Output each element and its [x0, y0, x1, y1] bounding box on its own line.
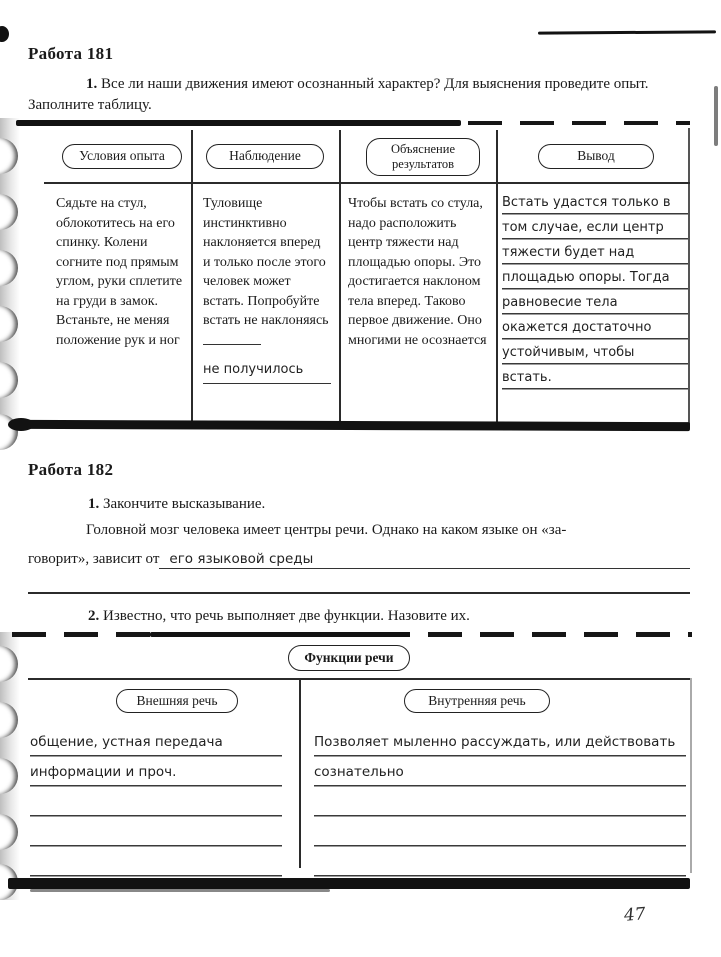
diagram-title-label: Функции речи [304, 649, 394, 665]
ruled-blank-line [28, 592, 690, 594]
scan-artifact [0, 26, 9, 42]
work-182-task-1 [88, 494, 265, 515]
task-text: Закончите высказывание. [103, 496, 266, 512]
conditions-text [56, 194, 184, 350]
page-number: 47 [623, 904, 647, 926]
task-number: 1. [88, 496, 100, 512]
diagram-right-border [690, 678, 692, 873]
diagram-center-divider [299, 678, 301, 868]
task-text: Все ли наши движения имеют осознанный характер? Для выяснения проведите опыт. Заполните таблицу. [28, 76, 649, 113]
diagram-title [288, 645, 410, 671]
explanation-paragraph: Чтобы встать со стула, надо расположить центр тяжести над площадью опоры. Это достигается наклоном тела вперед. Таково первое движение. Оно многими не осознается [348, 196, 487, 348]
work-182-task-2 [88, 606, 470, 627]
column-header-label: Объяснение результатов [390, 142, 455, 171]
internal-speech-header [404, 689, 550, 713]
observation-answer: не получилось [203, 360, 331, 384]
task-text: Известно, что речь выполняет две функции. Назовите их. [103, 608, 470, 624]
fill-in-answer: его языковой среды [159, 551, 690, 569]
column-header-label: Наблюдение [229, 148, 301, 164]
blank-line [203, 331, 261, 345]
scan-edge-bottom [26, 420, 690, 431]
column-header-conclusion [538, 144, 654, 169]
sentence-line-2 [28, 551, 690, 569]
scan-edge-bottom [8, 878, 690, 889]
sentence-text: говорит», зависит от [28, 551, 160, 567]
column-header-explanation [366, 138, 480, 176]
diagram-top-line [28, 678, 690, 680]
conditions-paragraph: Сядьте на стул, облокотитесь на его спинку. Колени согните под прямым углом, руки сплетите на груди в замок. Встаньте, не меняя положение рук и ног [56, 196, 183, 348]
column-divider [191, 130, 193, 422]
external-speech-header [116, 689, 238, 713]
sentence-line-1 [28, 520, 693, 541]
work-181-title: Работа 181 [28, 44, 114, 63]
column-header-label: Вывод [577, 148, 615, 164]
scan-edge-top-dashes [468, 121, 690, 125]
answer-text: Позволяет мыленно рассуждать, или действовать сознательно [314, 734, 676, 780]
scan-edge-bottom-shadow [30, 889, 330, 892]
scan-edge-top [16, 120, 461, 126]
scan-artifact [714, 86, 718, 146]
external-speech-answer [30, 727, 282, 877]
work-182-title: Работа 182 [28, 460, 114, 479]
experiment-table-block [0, 118, 705, 440]
column-header-label: Внутренняя речь [428, 692, 526, 708]
column-header-label: Внешняя речь [136, 692, 218, 708]
scan-artifact [538, 30, 716, 34]
observation-cell [203, 194, 331, 384]
speech-functions-block [0, 632, 705, 900]
internal-speech-answer [314, 727, 686, 877]
task-number: 2. [88, 608, 100, 624]
header-underline [44, 182, 690, 184]
answer-text: общение, устная передача информации и проч. [30, 734, 223, 780]
column-header-conditions [62, 144, 182, 169]
column-divider [496, 130, 498, 422]
work-181-task [28, 74, 658, 116]
observation-paragraph: Туловище инстинктивно наклоняется вперед и только после этого человек может встать. Попробуйте встать не наклоняясь [203, 196, 329, 328]
scan-edge-top [150, 632, 410, 637]
scan-edge-bottom-blob [8, 418, 34, 431]
column-divider [339, 130, 341, 422]
table-right-border [688, 128, 690, 428]
conclusion-answer: Встать удастся только в том случае, если центр тяжести будет над площадью опоры. Тогда равновесие тела окажется достаточно устойчивым, чтобы встать. [502, 190, 688, 395]
sentence-text: Головной мозг человека имеет центры речи. Однако на каком языке он «за- [86, 522, 567, 538]
explanation-text [348, 194, 490, 350]
column-header-label: Условия опыта [79, 148, 165, 164]
column-header-observation [206, 144, 324, 169]
task-number: 1. [86, 76, 98, 92]
